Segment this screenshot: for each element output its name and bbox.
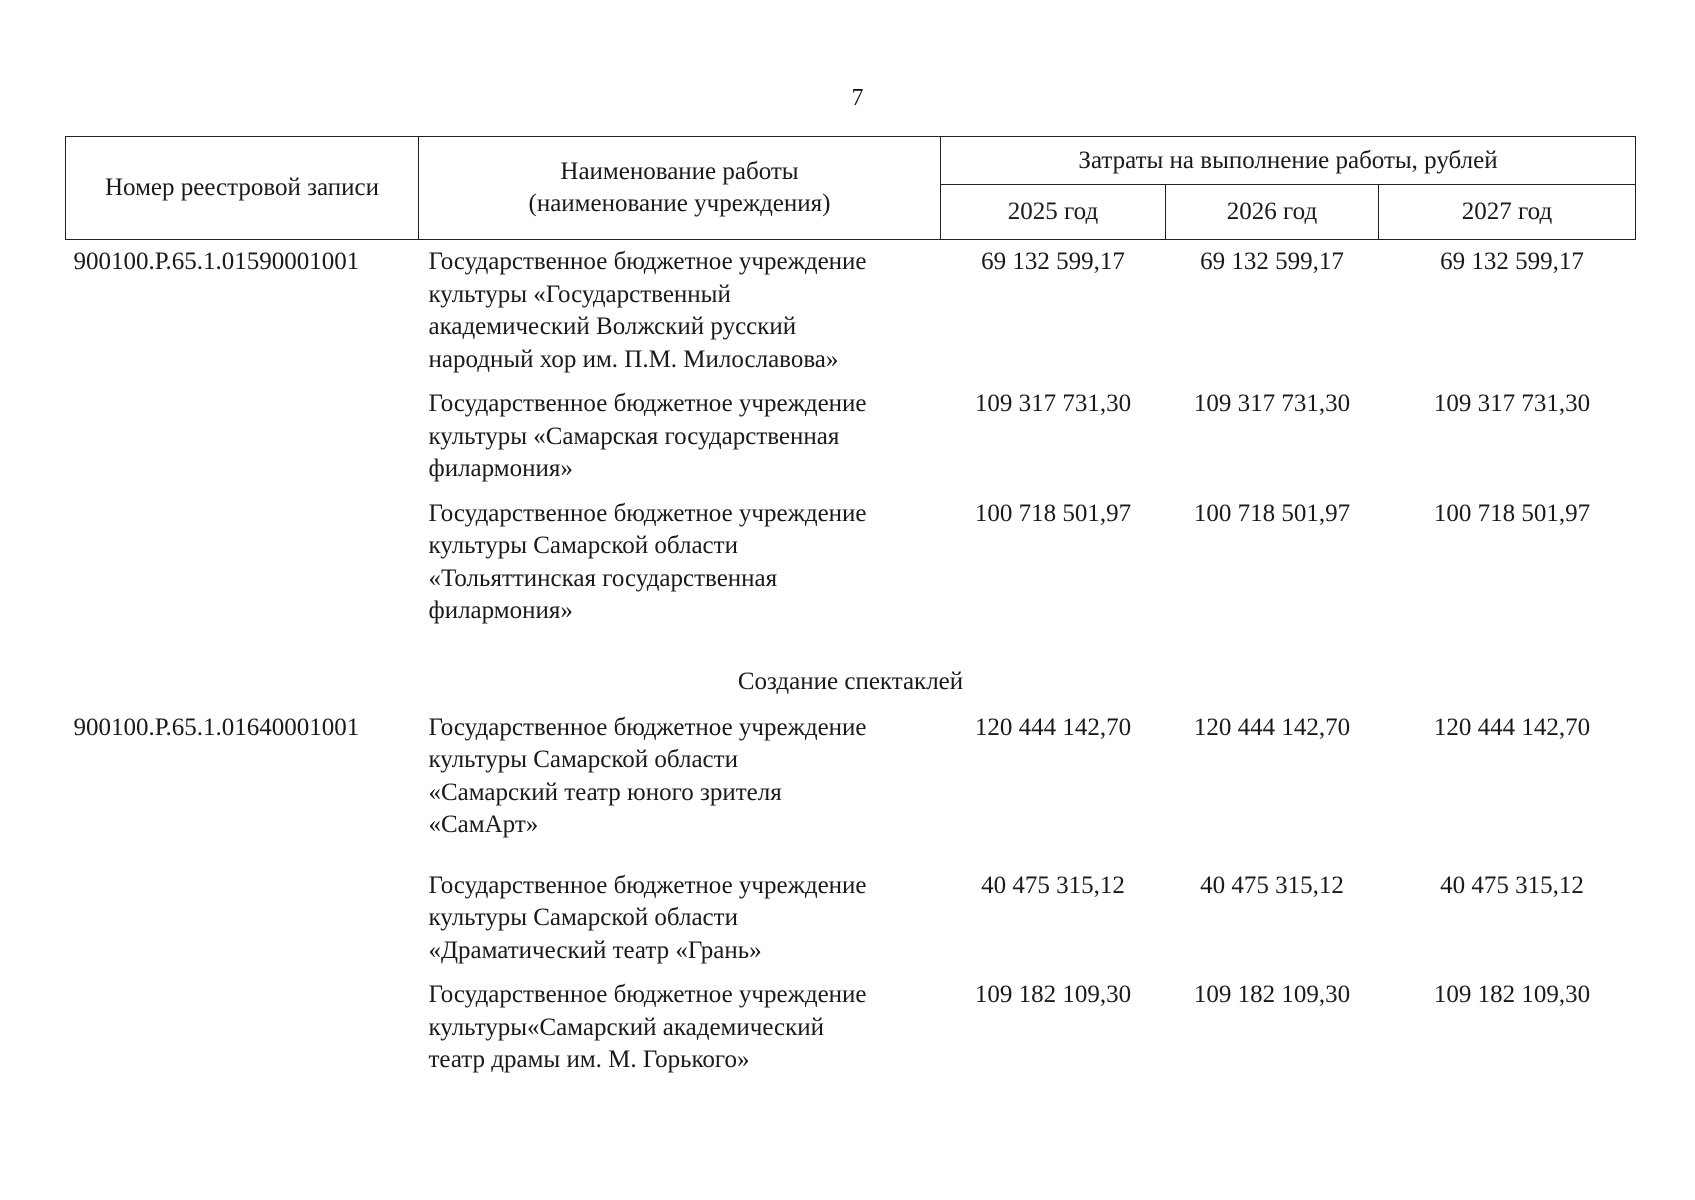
name-line: Государственное бюджетное учреждение: [428, 248, 867, 275]
name-line: культуры «Самарская государственная: [428, 422, 840, 450]
name-line: культуры Самарской области: [428, 532, 738, 559]
cost-2025: 40 475 315,12: [981, 871, 1125, 899]
table-row: [66, 486, 1636, 628]
institution-name: [419, 376, 941, 486]
costs-table: [65, 136, 1636, 1077]
name-line: Государственное бюджетное учреждение: [428, 499, 867, 527]
cost-2026: 109 182 109,30: [1193, 981, 1351, 1008]
cost-2026: 100 718 501,97: [1193, 499, 1351, 527]
registry-number: [66, 486, 419, 628]
table-row: [66, 704, 1636, 842]
registry-number: 900100.Р.65.1.01590001001: [73, 248, 360, 275]
cost-2027: 120 444 142,70: [1433, 713, 1591, 741]
name-line: театр драмы им. М. Горького»: [428, 1046, 750, 1073]
institution-name: [419, 967, 941, 1077]
name-line: Государственное бюджетное учреждение: [428, 981, 867, 1008]
header-work-name-line1: Наименование работы: [560, 158, 799, 185]
header-year-2025: 2025 год: [941, 185, 1166, 240]
institution-name: [419, 486, 941, 628]
table-header: [66, 137, 1636, 240]
header-work-name: [419, 137, 941, 240]
name-line: Государственное бюджетное учреждение: [428, 390, 867, 417]
name-line: культуры Самарской области: [428, 746, 738, 773]
name-line: культуры «Государственный: [428, 280, 731, 308]
table-row: [66, 967, 1636, 1077]
institution-name: [419, 704, 941, 842]
cost-2026: 109 317 731,30: [1193, 390, 1351, 417]
header-year-2027: 2027 год: [1379, 185, 1636, 240]
registry-number: [66, 842, 419, 968]
cost-2025: 109 317 731,30: [974, 390, 1132, 417]
name-line: культуры Самарской области: [428, 904, 738, 931]
name-line: «Тольяттинская государственная: [428, 564, 778, 592]
name-line: «Самарский театр юного зрителя: [428, 778, 782, 806]
registry-number: [66, 967, 419, 1077]
name-line: филармония»: [428, 597, 573, 624]
name-line: культуры«Самарский академический: [428, 1013, 825, 1041]
registry-number: 900100.Р.65.1.01640001001: [73, 713, 360, 741]
cost-2025: 109 182 109,30: [974, 981, 1132, 1008]
table-row: [66, 240, 1636, 377]
cost-2027: 100 718 501,97: [1433, 499, 1591, 527]
registry-number: [66, 376, 419, 486]
cost-2026: 40 475 315,12: [1200, 871, 1344, 899]
cost-2026: 120 444 142,70: [1193, 713, 1351, 741]
cost-2026: 69 132 599,17: [1200, 248, 1344, 275]
page-number: 7: [851, 85, 864, 111]
name-line: народный хор им. П.М. Милославова»: [428, 345, 839, 373]
name-line: Государственное бюджетное учреждение: [428, 871, 867, 899]
cost-2025: 69 132 599,17: [981, 248, 1125, 275]
institution-name: [419, 842, 941, 968]
table-row: [66, 376, 1636, 486]
cost-2027: 69 132 599,17: [1440, 248, 1584, 275]
table-body: [66, 240, 1636, 1077]
name-line: «СамАрт»: [428, 811, 539, 838]
cost-2027: 109 182 109,30: [1433, 981, 1591, 1008]
name-line: Государственное бюджетное учреждение: [428, 713, 867, 741]
section-title: Создание спектаклей: [737, 667, 964, 695]
table-row: [66, 842, 1636, 968]
name-line: «Драматический театр «Грань»: [428, 936, 762, 964]
name-line: академический Волжский русский: [428, 313, 797, 340]
header-registry-number: Номер реестровой записи: [66, 137, 419, 240]
cost-2025: 100 718 501,97: [974, 499, 1132, 527]
header-costs: Затраты на выполнение работы, рублей: [941, 137, 1636, 185]
cost-2025: 120 444 142,70: [974, 713, 1132, 741]
cost-2027: 109 317 731,30: [1433, 390, 1591, 417]
cost-2027: 40 475 315,12: [1440, 871, 1584, 899]
name-line: филармония»: [428, 455, 573, 482]
header-work-name-line2: (наименование учреждения): [528, 190, 831, 217]
section-row: [66, 628, 1636, 704]
header-year-2026: 2026 год: [1166, 185, 1379, 240]
institution-name: [419, 240, 941, 377]
